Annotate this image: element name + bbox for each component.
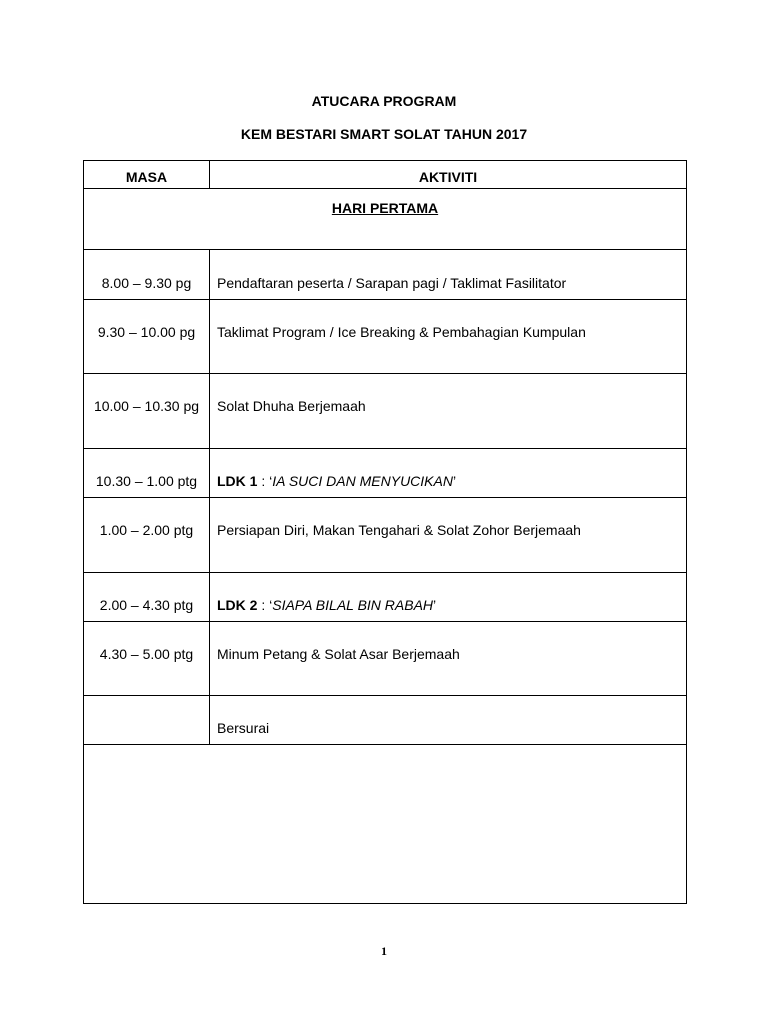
day-cell xyxy=(84,189,687,250)
ldk2-label: LDK 2 xyxy=(217,597,258,613)
blank-row xyxy=(84,745,687,904)
table-row xyxy=(84,449,687,498)
day-row xyxy=(84,189,687,250)
time-cell: 1.00 – 2.00 ptg xyxy=(84,498,210,573)
table-row xyxy=(84,374,687,449)
time-cell: 8.00 – 9.30 pg xyxy=(84,250,210,300)
header-row xyxy=(84,161,687,189)
time-cell xyxy=(84,696,210,745)
time-cell: 2.00 – 4.30 ptg xyxy=(84,573,210,622)
ldk2-end: ’ xyxy=(433,597,437,613)
activity-cell: Persiapan Diri, Makan Tengahari & Solat Zohor Berjemaah xyxy=(210,498,687,573)
blank-cell xyxy=(84,745,687,904)
table-row xyxy=(84,250,687,300)
time-cell: 9.30 – 10.00 pg xyxy=(84,300,210,374)
header-aktiviti: AKTIVITI xyxy=(210,161,687,189)
ldk1-title: IA SUCI DAN MENYUCIKAN xyxy=(272,473,453,489)
table-row xyxy=(84,622,687,696)
activity-cell: Solat Dhuha Berjemaah xyxy=(210,374,687,449)
ldk2-title: SIAPA BILAL BIN RABAH xyxy=(272,597,434,613)
time-cell: 10.30 – 1.00 ptg xyxy=(84,449,210,498)
activity-cell xyxy=(210,573,687,622)
schedule-table xyxy=(83,160,687,904)
document-subtitle: KEM BESTARI SMART SOLAT TAHUN 2017 xyxy=(240,126,528,142)
activity-cell: Bersurai xyxy=(210,696,687,745)
ldk1-label: LDK 1 xyxy=(217,473,258,489)
table-row xyxy=(84,573,687,622)
ldk1-separator: : ‘ xyxy=(257,473,273,489)
activity-cell xyxy=(210,449,687,498)
activity-cell: Taklimat Program / Ice Breaking & Pembahagian Kumpulan xyxy=(210,300,687,374)
table-row xyxy=(84,300,687,374)
document-title: ATUCARA PROGRAM xyxy=(311,93,457,109)
time-cell: 10.00 – 10.30 pg xyxy=(84,374,210,449)
day-label: HARI PERTAMA xyxy=(331,200,439,216)
page-number: 1 xyxy=(381,944,387,958)
activity-cell: Pendaftaran peserta / Sarapan pagi / Taklimat Fasilitator xyxy=(210,250,687,300)
ldk2-separator: : ‘ xyxy=(257,597,273,613)
table-row xyxy=(84,696,687,745)
time-cell: 4.30 – 5.00 ptg xyxy=(84,622,210,696)
ldk1-end: ’ xyxy=(452,473,457,489)
table-row xyxy=(84,498,687,573)
activity-cell: Minum Petang & Solat Asar Berjemaah xyxy=(210,622,687,696)
header-masa: MASA xyxy=(84,161,210,189)
